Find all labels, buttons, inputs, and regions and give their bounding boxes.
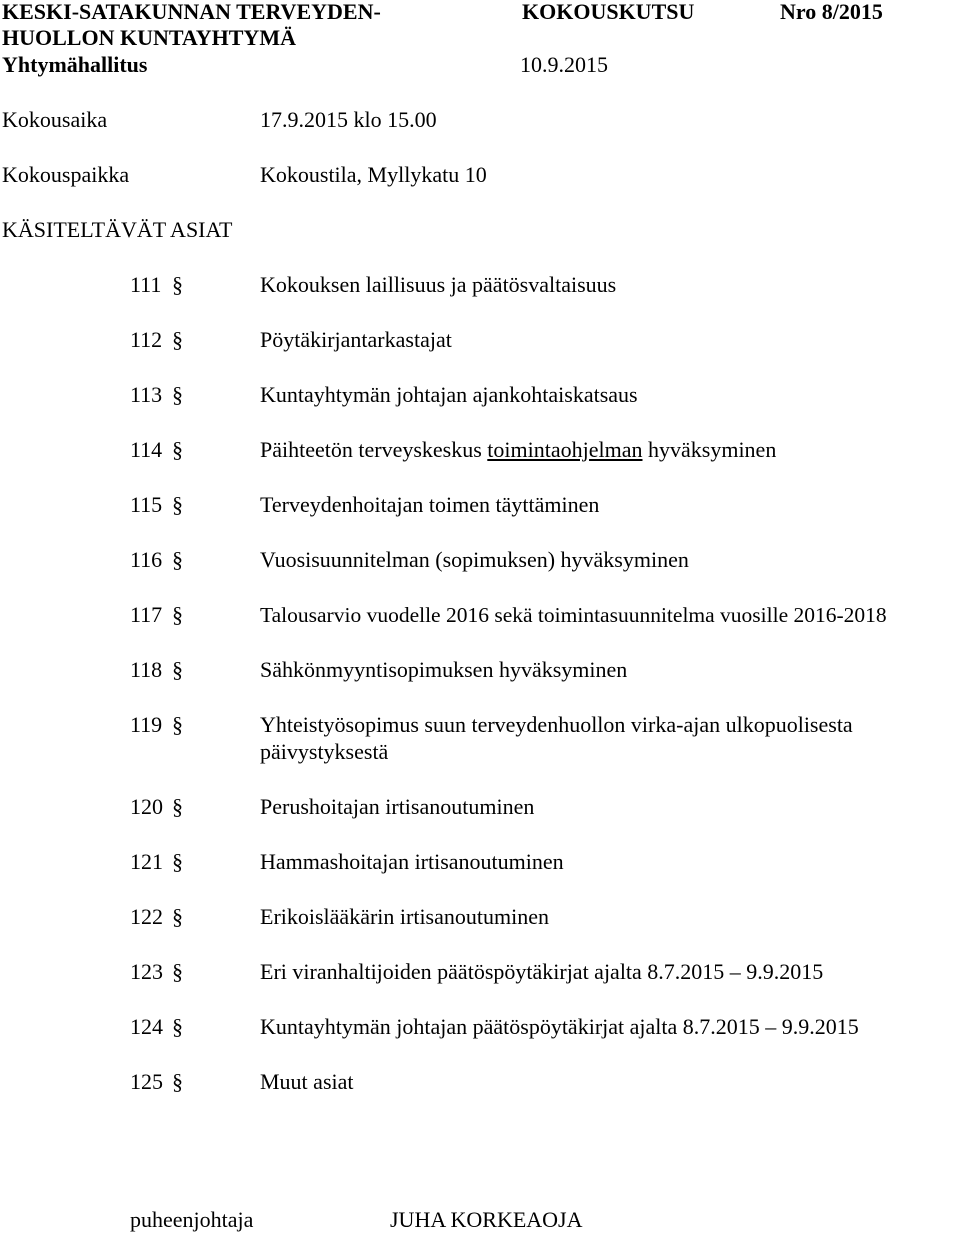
- meeting-place-value: Kokoustila, Myllykatu 10: [260, 162, 487, 187]
- agenda-item-number: 121: [130, 849, 163, 874]
- agenda-item: [0, 904, 960, 932]
- agenda-item-number: 116: [130, 547, 163, 572]
- section-symbol: §: [172, 1069, 183, 1094]
- agenda-item-number: 114: [130, 437, 163, 462]
- agenda-item: [0, 272, 960, 300]
- agenda-item-title-line2: päivystyksestä: [260, 739, 389, 764]
- agenda-item-number: 112: [130, 327, 163, 352]
- agenda-item: [0, 437, 960, 465]
- meeting-time-value: 17.9.2015 klo 15.00: [260, 107, 437, 132]
- section-symbol: §: [172, 849, 183, 874]
- document-number: Nro 8/2015: [780, 0, 883, 24]
- agenda-item-title: Perushoitajan irtisanoutuminen: [260, 794, 535, 819]
- agenda-item-title-line1: Yhteistyösopimus suun terveydenhuollon virka-ajan ulkopuolisesta: [260, 712, 853, 737]
- section-symbol: §: [172, 547, 183, 572]
- agenda-item-title: Talousarvio vuodelle 2016 sekä toimintasuunnitelma vuosille 2016-2018: [260, 603, 887, 627]
- section-symbol: §: [172, 712, 183, 737]
- agenda-section-title: KÄSITELTÄVÄT ASIAT: [2, 217, 233, 242]
- agenda-item-title: Eri viranhaltijoiden päätöspöytäkirjat ajalta 8.7.2015 – 9.9.2015: [260, 959, 824, 984]
- agenda-item-number: 119: [130, 712, 163, 737]
- section-symbol: §: [172, 904, 183, 929]
- section-symbol: §: [172, 437, 183, 462]
- section-symbol: §: [172, 1014, 183, 1039]
- agenda-item-title: Kokouksen laillisuus ja päätösvaltaisuus: [260, 272, 617, 297]
- section-symbol: §: [172, 492, 183, 517]
- section-symbol: §: [172, 657, 183, 682]
- agenda-item-number: 120: [130, 794, 163, 819]
- section-symbol: §: [172, 272, 183, 297]
- agenda-item-title: Erikoislääkärin irtisanoutuminen: [260, 904, 549, 929]
- agenda-item-number: 111: [130, 272, 162, 297]
- agenda-item-number: 125: [130, 1069, 163, 1094]
- agenda-item: [0, 1014, 960, 1042]
- agenda-item-title: Sähkönmyyntisopimuksen hyväksyminen: [260, 657, 628, 682]
- agenda-item-title: [260, 437, 776, 463]
- governing-body-name: Yhtymähallitus: [2, 52, 148, 77]
- section-symbol: §: [172, 794, 183, 819]
- agenda-item: [0, 547, 960, 575]
- meeting-place-label: Kokouspaikka: [2, 162, 130, 187]
- agenda-item-title-underlined-part: toimintaohjelman: [487, 437, 643, 462]
- agenda-item-number: 122: [130, 904, 163, 929]
- section-symbol: §: [172, 959, 183, 984]
- agenda-item-number: 115: [130, 492, 163, 517]
- document-type: KOKOUSKUTSU: [522, 0, 695, 24]
- organization-name-line2: HUOLLON KUNTAYHTYMÄ: [2, 25, 296, 50]
- agenda-item: [0, 602, 960, 630]
- agenda-item-title: Hammashoitajan irtisanoutuminen: [260, 849, 564, 874]
- signature-name: JUHA KORKEAOJA: [390, 1207, 583, 1232]
- section-symbol: §: [172, 602, 183, 627]
- agenda-item: [0, 849, 960, 877]
- agenda-item-title: Pöytäkirjantarkastajat: [260, 327, 452, 352]
- agenda-item-title: Muut asiat: [260, 1069, 354, 1094]
- agenda-item: [0, 1069, 960, 1097]
- agenda-item-title: Kuntayhtymän johtajan ajankohtaiskatsaus: [260, 382, 638, 407]
- section-symbol: §: [172, 382, 183, 407]
- agenda-item: [0, 382, 960, 410]
- agenda-item-number: 124: [130, 1014, 163, 1039]
- agenda-item-number: 118: [130, 657, 163, 682]
- agenda-item-number: 117: [130, 602, 163, 627]
- document-date: 10.9.2015: [520, 52, 608, 77]
- agenda-item-title: Vuosisuunnitelman (sopimuksen) hyväksyminen: [260, 547, 689, 572]
- meeting-time-label: Kokousaika: [2, 107, 108, 132]
- organization-name-line1: KESKI-SATAKUNNAN TERVEYDEN-: [2, 0, 381, 24]
- agenda-item: [0, 712, 960, 768]
- agenda-item-title: Kuntayhtymän johtajan päätöspöytäkirjat ajalta 8.7.2015 – 9.9.2015: [260, 1014, 859, 1039]
- signature-role: puheenjohtaja: [130, 1207, 254, 1232]
- agenda-item-title: Terveydenhoitajan toimen täyttäminen: [260, 492, 600, 517]
- agenda-item: [0, 794, 960, 822]
- agenda-item: [0, 959, 960, 987]
- agenda-item-number: 123: [130, 959, 163, 984]
- agenda-item-title-part: hyväksyminen: [642, 437, 777, 462]
- agenda-item: [0, 492, 960, 520]
- agenda-item-title-part: Päihteetön terveyskeskus: [260, 437, 488, 462]
- agenda-item: [0, 327, 960, 355]
- agenda-item-number: 113: [130, 382, 163, 407]
- agenda-item: [0, 657, 960, 685]
- section-symbol: §: [172, 327, 183, 352]
